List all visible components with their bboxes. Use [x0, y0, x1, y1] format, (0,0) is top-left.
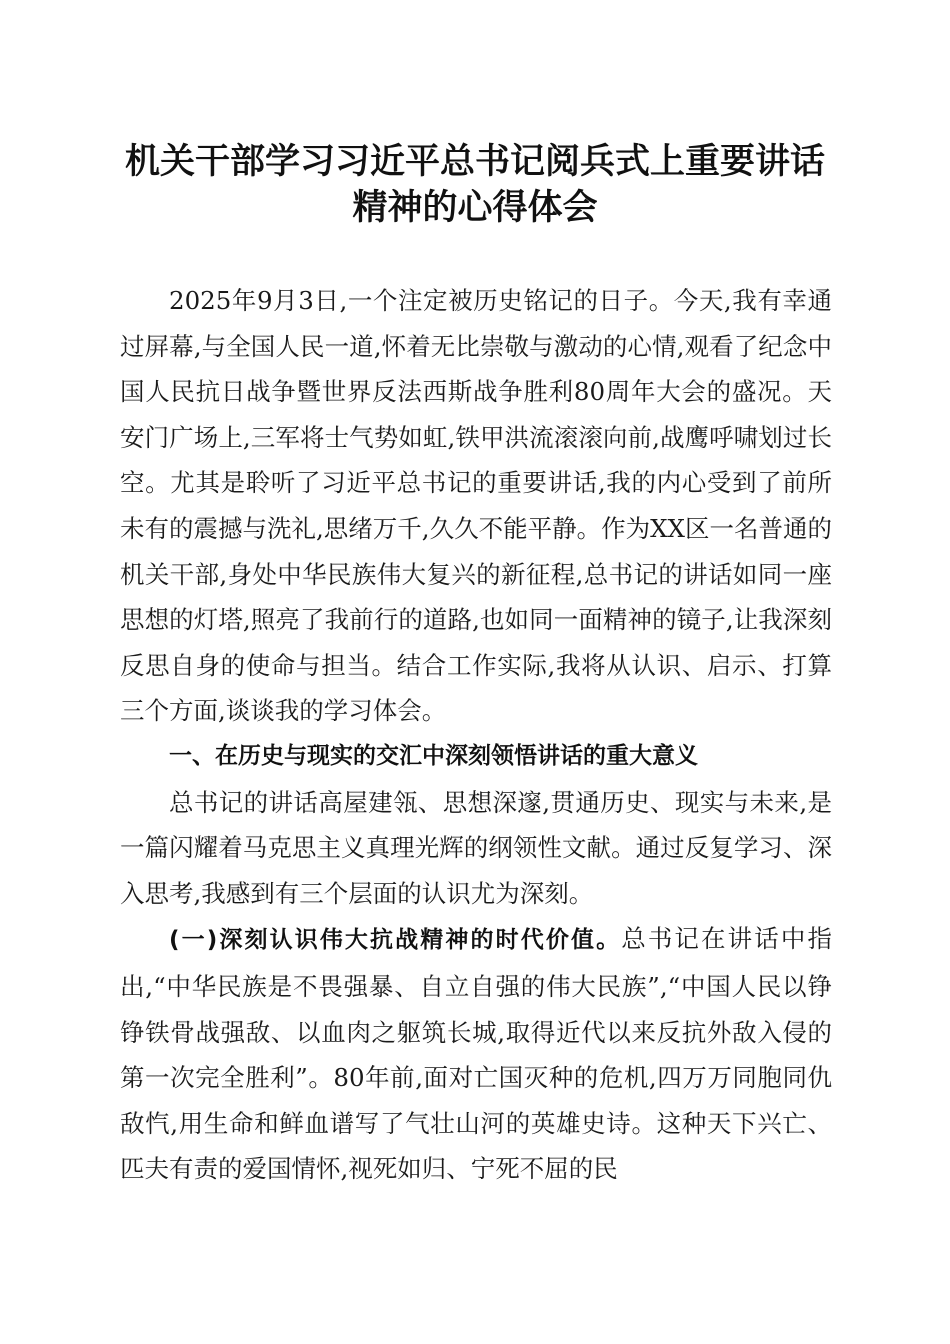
subsection-1-lead: (一)深刻认识伟大抗战精神的时代价值。 [169, 927, 622, 954]
document-title-line-1: 机关干部学习习近平总书记阅兵式上重要讲话 [124, 141, 825, 182]
section-1-paragraph: 总书记的讲话高屋建瓴、思想深邃,贯通历史、现实与未来,是一篇闪耀着马克思主义真理光辉的纲领性文献。通过反复学习、深入思考,我感到有三个层面的认识尤为深刻。 [120, 787, 832, 908]
intro-paragraph: 2025年9月3日,一个注定被历史铭记的日子。今天,我有幸通过屏幕,与全国人民一道,怀着无比崇敬与激动的心情,观看了纪念中国人民抗日战争暨世界反法西斯战争胜利80周年大会的盛况。天安门广场上,三军将士气势如虹,铁甲洪流滚滚向前,战鹰呼啸划过长空。尤其是聆听了习近平总书记的重要讲话,我的内心受到了前所未有的震撼与洗礼,思绪万千,久久不能平静。作为XX区一名普通的机关干部,身处中华民族伟大复兴的新征程,总书记的讲话如同一座思想的灯塔,照亮了我前行的道路,也如同一面精神的镜子,让我深刻反思自身的使命与担当。结合工作实际,我将从认识、启示、打算三个方面,谈谈我的学习体会。 [120, 286, 832, 726]
subsection-1-paragraph [120, 916, 832, 1190]
document-body [120, 278, 832, 1190]
body-text-area [120, 278, 832, 1190]
section-1-heading: 一、在历史与现实的交汇中深刻领悟讲话的重大意义 [169, 742, 698, 769]
subsection-1-text: 总书记在讲话中指出,“中华民族是不畏强暴、自立自强的伟大民族”,“中国人民以铮铮铁骨战强敌、以血肉之躯筑长城,取得近代以来反抗外敌入侵的第一次完全胜利”。80年前,面对亡国灭种的危机,四万万同胞同仇敌忾,用生命和鲜血谱写了气壮山河的英雄史诗。这种天下兴亡、匹夫有责的爱国情怀,视死如归、宁死不屈的民 [120, 924, 832, 1184]
document-title-line-2: 精神的心得体会 [352, 187, 598, 228]
